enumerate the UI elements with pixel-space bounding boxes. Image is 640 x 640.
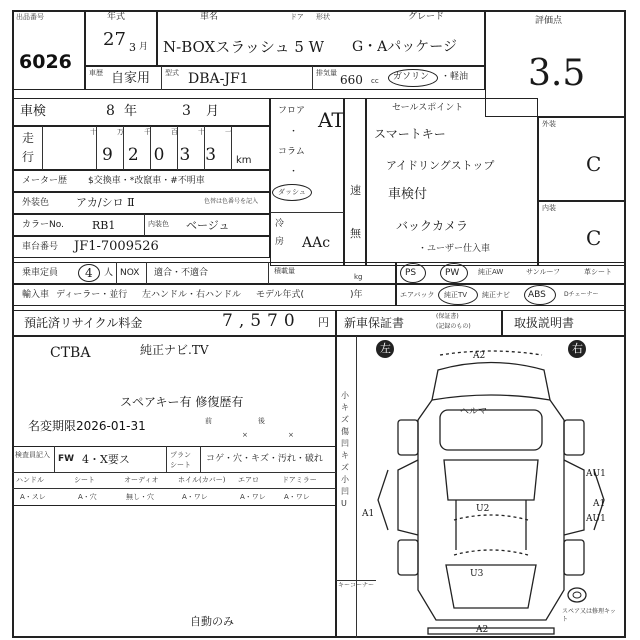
month-unit: 月	[139, 42, 149, 52]
insp-label: 検査員記入	[15, 451, 50, 459]
mileage-divider-0	[42, 126, 43, 170]
shaken-y: 年	[124, 104, 138, 119]
mark-a1-right: A1	[593, 499, 606, 509]
load-unit: kg	[354, 273, 363, 281]
spare-label: スペア又は修理キット	[562, 608, 616, 623]
row4-5: A・ワレ	[240, 493, 266, 501]
spare-tire-icon	[566, 586, 588, 604]
equip-sunroof: サンルーフ	[526, 268, 561, 276]
equip-tv: 純正TV	[444, 291, 468, 299]
colorno-divider	[144, 214, 145, 236]
bottom-handwriting: 自動のみ	[190, 615, 234, 628]
color-note: 色替は色番号を記入	[204, 198, 259, 205]
color-value: アカ/シロ Ⅱ	[76, 196, 135, 209]
mileage-label-1: 走	[22, 131, 35, 145]
int-color-value: ベージュ	[186, 219, 230, 232]
type-divider	[312, 66, 313, 90]
equip-ps: PS	[405, 268, 417, 278]
equip-leather: 革シート	[584, 268, 612, 276]
ext-grade-label: 外装	[542, 120, 556, 128]
sales-item-3: 車検付	[388, 187, 428, 202]
mark-au1-right2: AU1	[586, 514, 606, 524]
lot-label: 出品番号	[16, 13, 44, 21]
seat-options: コゲ・穴・キズ・汚れ・破れ	[206, 454, 323, 464]
reg-label: 車歴	[89, 69, 103, 77]
seat-label: シート	[170, 461, 191, 469]
diagram-side-divider	[356, 336, 357, 638]
score-value: 3.5	[528, 53, 586, 94]
equip-airbag: エアバック	[400, 291, 435, 299]
cap-unit: 人	[104, 268, 114, 278]
sales-item-2: アイドリングストップ	[386, 159, 495, 172]
load-label: 積載量	[274, 267, 295, 275]
right-label: 右	[572, 342, 583, 355]
grid-v3	[200, 446, 201, 472]
reg-value: 自家用	[111, 71, 151, 86]
rear-x1: ×	[242, 431, 248, 439]
mark-helma: ヘルマ	[460, 407, 488, 417]
key-label: キーコーナー	[338, 582, 375, 589]
warranty-label: 新車保証書	[344, 316, 405, 330]
row4-3: 無し・穴	[126, 493, 154, 501]
lot-box	[12, 10, 85, 90]
warranty-note1: (保証書)	[436, 313, 459, 320]
notes-line1: CTBA	[50, 345, 91, 361]
mark-a2-bottom: A2	[476, 625, 489, 635]
cap-label: 乗車定員	[22, 268, 59, 278]
shaken-month: 3	[182, 103, 191, 119]
equip-navi: 純正ナビ	[482, 291, 510, 299]
lot-number: 6026	[19, 51, 72, 73]
left-label: 左	[380, 342, 391, 355]
cap-divider-1	[116, 262, 117, 284]
equip-abs: ABS	[528, 290, 546, 300]
row3-3: オーディオ	[124, 476, 159, 484]
nox-label: NOX	[120, 268, 140, 278]
row3-5: エアロ	[238, 476, 259, 484]
type-label: 型式	[165, 69, 179, 77]
car-name: N-BOXスラッシュ 5 W	[163, 38, 325, 56]
mark-au1-right: AU1	[586, 469, 606, 479]
cap-divider-3	[268, 262, 269, 284]
name-label: 車名	[200, 12, 219, 22]
sales-box	[366, 98, 538, 266]
year-value: 27	[103, 29, 126, 50]
row4-2: A・穴	[78, 493, 97, 501]
ext-grade: C	[586, 152, 602, 176]
row4-6: A・ワレ	[284, 493, 310, 501]
cap-divider-2	[146, 262, 147, 284]
ac-label-2: 房	[275, 237, 285, 247]
notes-line1b: 純正ナビ.TV	[140, 343, 209, 357]
notes-stamp: 名変期限2026-01-31	[28, 419, 146, 433]
import-options: ディーラー・並行	[56, 290, 128, 300]
speed-box	[344, 98, 366, 266]
mileage-value: 92033	[102, 145, 232, 165]
displ-value: 660	[340, 73, 363, 87]
shaken-year: 8	[106, 103, 115, 119]
floor-label-5: ダッシュ	[278, 188, 306, 196]
equip-aw: 純正AW	[478, 268, 504, 276]
meter-label: メーター歴	[22, 176, 68, 186]
cap-value: 4	[85, 266, 93, 280]
int-color-label: 内装色	[148, 220, 169, 228]
shaken-label: 車検	[20, 104, 47, 119]
chassis-value: JF1-7009526	[74, 239, 159, 254]
sales-item-1: スマートキー	[374, 127, 446, 141]
grid-h1	[12, 472, 336, 473]
model-year-unit: )年	[350, 290, 363, 300]
shaken-m: 月	[206, 104, 220, 119]
car-grade: G・Aパッケージ	[352, 39, 458, 55]
mileage-label-2: 行	[22, 150, 35, 164]
mileage-unit-2: 万	[117, 128, 124, 136]
fuel-suffix: ・軽油	[441, 72, 469, 82]
year-label: 年式	[107, 12, 126, 22]
month-value: 3	[129, 41, 136, 54]
recycle-value: 7,570	[222, 311, 301, 331]
mileage-unit-3: 千	[144, 128, 151, 136]
import-label: 輸入車	[22, 290, 50, 300]
score-label: 評価点	[535, 16, 563, 26]
chassis-label: 車台番号	[22, 242, 59, 252]
mileage-unit-1: 十	[90, 128, 97, 136]
import-handle: 左ハンドル・右ハンドル	[142, 290, 242, 300]
model-year-label: モデル年式(	[256, 290, 305, 300]
speed-label: 速	[350, 184, 361, 197]
floor-label-2: ・	[289, 127, 299, 137]
rear-front: 前	[205, 417, 212, 425]
mileage-unit-5: 十	[198, 128, 205, 136]
floor-divider	[270, 212, 344, 213]
meter-options: $交換車・*改竄車・#不明車	[88, 176, 205, 186]
door-label: ドア	[290, 13, 304, 21]
shaken-box	[12, 98, 270, 126]
row3-1: ハンドル	[16, 476, 44, 484]
none-label: 無	[350, 227, 361, 240]
row3-6: ドアミラー	[282, 476, 317, 484]
fuel-value: ガソリン	[393, 72, 430, 82]
mileage-unit-4: 百	[171, 128, 178, 136]
row4-1: A・スレ	[20, 493, 46, 501]
equip-pw: PW	[445, 268, 460, 278]
mileage-unit-6: 一	[225, 128, 232, 136]
mark-u2: U2	[476, 504, 490, 514]
warranty-note2: (記録のもの)	[436, 323, 471, 330]
equip-chainer: Dチェーナー	[564, 291, 599, 298]
user-label: ・ユーザー仕入車	[418, 244, 491, 254]
int-grade-label: 内装	[542, 204, 556, 212]
grade-label: グレード	[408, 12, 445, 22]
colorno-value: RB1	[92, 219, 116, 232]
fw-label: FW	[58, 454, 75, 464]
ext-grade-box	[538, 117, 626, 201]
floor-label-1: フロア	[278, 106, 306, 116]
ac-label-1: 冷	[275, 219, 285, 229]
notes-line2: スペアキー有 修復歴有	[120, 395, 244, 409]
mark-a2-top: A2	[473, 351, 486, 361]
mark-u3: U3	[470, 569, 484, 579]
type-value: DBA-JF1	[188, 71, 249, 87]
displ-unit: cc	[371, 77, 379, 85]
manual-label: 取扱説明書	[514, 316, 575, 330]
recycle-unit: 円	[318, 316, 329, 329]
shape-label: 形状	[316, 13, 330, 21]
diagram-vertical: 小キズ 傷 凹 キズ 小凹 U	[341, 391, 349, 508]
colorno-label: カラーNo.	[22, 220, 64, 230]
floor-label-4: ・	[289, 167, 299, 177]
nox-comp: 適合・不適合	[154, 268, 209, 278]
rear-rear: 後	[258, 417, 265, 425]
floor-label-3: コラム	[278, 147, 305, 157]
fw-value: 4・X要ス	[82, 453, 130, 466]
color-label: 外装色	[22, 198, 50, 208]
rear-x2: ×	[288, 431, 294, 439]
grid-v2	[166, 446, 167, 472]
mileage-unit: km	[236, 155, 252, 166]
grid-h2	[12, 488, 336, 489]
displ-label: 排気量	[316, 69, 337, 77]
row3-4: ホイル(カバー)	[178, 476, 226, 484]
row3-2: シート	[74, 476, 95, 484]
int-grade: C	[586, 226, 602, 250]
grid-v1	[54, 446, 55, 472]
ac-value: AAc	[302, 235, 331, 251]
reg-divider	[161, 66, 162, 90]
row4-4: A・ワレ	[182, 493, 208, 501]
plan-label: プラン	[170, 451, 191, 459]
sales-title: セールスポイント	[392, 103, 464, 113]
at-value: AT	[318, 108, 345, 132]
recycle-label: 預託済リサイクル料金	[24, 316, 143, 330]
sales-item-4: バックカメラ	[396, 219, 469, 233]
mark-a1-left: A1	[362, 509, 375, 519]
